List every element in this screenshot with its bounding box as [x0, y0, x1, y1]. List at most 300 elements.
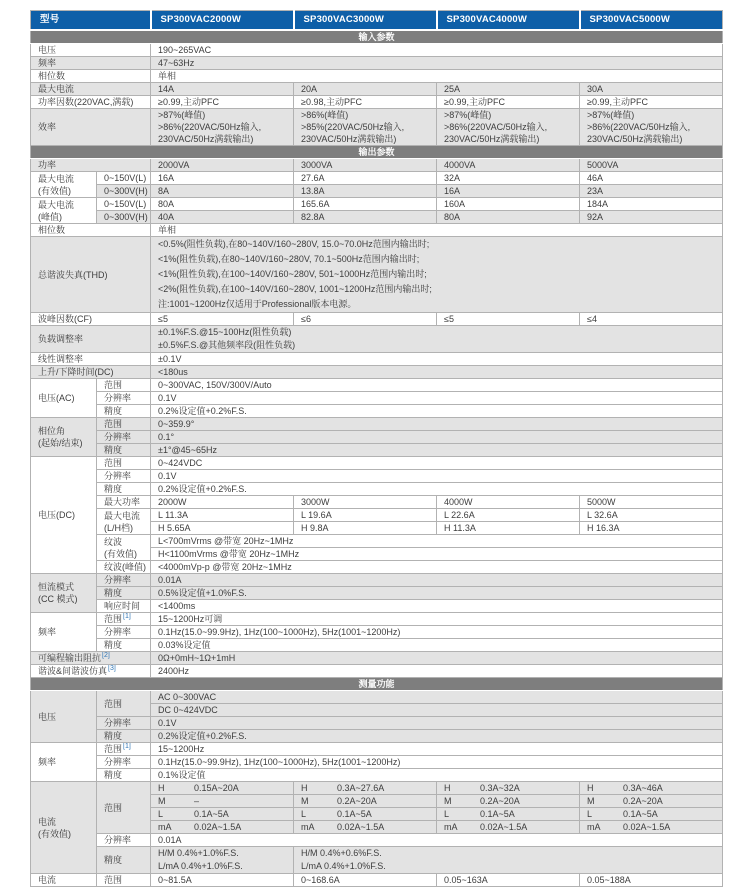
- cell-text: 184A: [587, 199, 609, 209]
- row-label: [31, 313, 151, 326]
- row-label: [31, 874, 97, 887]
- spec-cell: [294, 83, 437, 96]
- cell-text: ≤5: [158, 314, 168, 324]
- row-sublabel: [97, 769, 151, 782]
- cell-text: ±1°@45~65Hz: [158, 445, 217, 455]
- row-label: [31, 379, 97, 418]
- cell-text: 谐波&间谐波仿真: [38, 666, 108, 676]
- cell-text: 2000VA: [158, 160, 190, 170]
- spec-table: [30, 10, 723, 887]
- row-sublabel: [97, 457, 151, 470]
- table-row: [31, 665, 723, 678]
- spec-cell: [437, 172, 580, 185]
- row-sublabel: [97, 379, 151, 392]
- cell-text: L 11.3A: [158, 510, 189, 520]
- range-value: 0.2A~20A: [480, 796, 520, 806]
- spec-cell: [294, 782, 437, 795]
- cell-text: 0.1°: [158, 432, 175, 442]
- cell-line: >87%(峰值): [158, 110, 206, 120]
- spec-cell: [437, 83, 580, 96]
- spec-cell: [294, 874, 437, 887]
- cell-line: >85%(220VAC/50Hz输入,: [301, 122, 405, 132]
- row-label: [31, 665, 151, 678]
- cell-text: 分辨率: [104, 432, 132, 442]
- table-row: [31, 379, 723, 392]
- spec-cell: [151, 237, 723, 313]
- spec-cell: [151, 109, 294, 146]
- row-sublabel: [97, 185, 151, 198]
- spec-cell: [294, 808, 437, 821]
- range-value: 0.3A~32A: [480, 783, 520, 793]
- cell-text: 最大功率: [104, 497, 141, 507]
- row-sublabel: [97, 405, 151, 418]
- range-value: 0.02A~1.5A: [194, 822, 242, 832]
- cell-line: (有效值): [38, 185, 71, 196]
- cell-text: 单相: [158, 225, 177, 235]
- spec-cell: [151, 96, 294, 109]
- spec-cell: [437, 185, 580, 198]
- table-row: [31, 535, 723, 548]
- spec-cell: [580, 211, 723, 224]
- cell-text: 16A: [444, 186, 461, 196]
- spec-cell: [580, 522, 723, 535]
- cell-text: 电压: [38, 711, 57, 722]
- spec-cell: [151, 548, 723, 561]
- cell-text: 0.1V: [158, 471, 177, 481]
- cell-text: 15~1200Hz: [158, 744, 205, 754]
- cell-text: 0~150V(L): [104, 199, 147, 209]
- spec-cell: [151, 444, 723, 457]
- cell-line: 230VAC/50Hz满载输出): [444, 134, 540, 144]
- cell-line: 纹波: [104, 536, 123, 547]
- cell-text: 15~1200Hz可调: [158, 614, 223, 624]
- row-label: [31, 652, 151, 665]
- range-value: 0.02A~1.5A: [337, 822, 385, 832]
- range-letter: M: [587, 796, 595, 806]
- section-header-row: [31, 678, 723, 691]
- cell-text: 8A: [158, 186, 170, 196]
- cell-line: L/mA 0.4%+1.0%F.S.: [301, 861, 386, 871]
- table-row: [31, 834, 723, 847]
- footnote-marker: [1]: [123, 743, 131, 750]
- table-row: [31, 847, 723, 874]
- cell-text: <4000mVp-p @带宽 20Hz~1MHz: [158, 562, 292, 572]
- spec-cell: [294, 795, 437, 808]
- row-label: [31, 418, 97, 457]
- row-sublabel: [97, 691, 151, 717]
- cell-text: 0.1%设定值: [158, 770, 206, 780]
- spec-cell: [151, 574, 723, 587]
- spec-cell: [151, 470, 723, 483]
- range-letter: H: [587, 783, 594, 793]
- table-row: [31, 574, 723, 587]
- cell-line: 230VAC/50Hz满载输出): [158, 134, 254, 144]
- table-row: [31, 224, 723, 237]
- spec-cell: [151, 834, 723, 847]
- section-header-row: [31, 146, 723, 159]
- cell-text: 0~168.6A: [301, 875, 340, 885]
- spec-cell: [580, 198, 723, 211]
- spec-cell: [151, 483, 723, 496]
- spec-cell: [437, 821, 580, 834]
- cell-text: 线性调整率: [38, 354, 84, 364]
- cell-text: 电流: [38, 875, 57, 885]
- cell-text: 相位数: [38, 225, 66, 235]
- spec-cell: [151, 83, 294, 96]
- cell-line: 230VAC/50Hz满载输出): [587, 134, 683, 144]
- cell-text: 电压(DC): [38, 510, 75, 520]
- cell-text: 效率: [38, 122, 57, 132]
- range-letter: H: [158, 783, 165, 793]
- range-letter: M: [158, 796, 166, 806]
- cell-text: SP300VAC5000W: [589, 14, 671, 25]
- range-value: 0.1A~5A: [194, 809, 229, 819]
- spec-cell: [151, 379, 723, 392]
- cell-line: (CC 模式): [38, 594, 78, 604]
- table-row: [31, 769, 723, 782]
- spec-cell: [151, 185, 294, 198]
- table-row: [31, 159, 723, 172]
- table-row: [31, 172, 723, 185]
- spec-cell: [151, 313, 294, 326]
- section-title: 输出参数: [31, 146, 723, 159]
- row-label: [31, 159, 151, 172]
- cell-text: 4000W: [444, 497, 473, 507]
- spec-table-body: [31, 11, 723, 887]
- row-label: [31, 743, 97, 782]
- cell-text: 精度: [104, 445, 123, 455]
- row-label: [31, 353, 151, 366]
- spec-cell: [294, 496, 437, 509]
- spec-cell: [151, 326, 723, 353]
- cell-line: 注:1001~1200Hz仅适用于Professional版本电源。: [158, 299, 357, 309]
- spec-cell: [294, 185, 437, 198]
- cell-line: L/mA 0.4%+1.0%F.S.: [158, 861, 243, 871]
- spec-cell: [437, 795, 580, 808]
- cell-text: 精度: [104, 640, 123, 650]
- cell-text: H 16.3A: [587, 523, 620, 533]
- range-value: 0.2A~20A: [623, 796, 663, 806]
- spec-cell: [580, 496, 723, 509]
- table-row: [31, 717, 723, 730]
- cell-text: 0.5%设定值+1.0%F.S.: [158, 588, 247, 598]
- row-label: [31, 96, 151, 109]
- cell-line: ±0.1%F.S.@15~100Hz(阻性负载): [158, 327, 292, 337]
- range-letter: M: [301, 796, 309, 806]
- row-label: [31, 224, 151, 237]
- range-value: 0.15A~20A: [194, 783, 239, 793]
- cell-text: 精度: [104, 406, 123, 416]
- range-letter: L: [444, 809, 450, 819]
- cell-text: 精度: [104, 770, 123, 780]
- spec-cell: [151, 743, 723, 756]
- table-row: [31, 326, 723, 353]
- cell-text: 5000VA: [587, 160, 619, 170]
- table-row: [31, 561, 723, 574]
- row-sublabel: [97, 743, 151, 756]
- spec-cell: [151, 44, 723, 57]
- section-title: 输入参数: [31, 30, 723, 44]
- table-row: [31, 756, 723, 769]
- row-sublabel: [97, 717, 151, 730]
- cell-text: L<700mVrms @带宽 20Hz~1MHz: [158, 536, 294, 546]
- table-row: [31, 444, 723, 457]
- cell-line: 最大电流: [38, 199, 75, 210]
- table-row: [31, 353, 723, 366]
- table-row: [31, 44, 723, 57]
- spec-cell: [580, 874, 723, 887]
- cell-text: 0Ω+0mH~1Ω+1mH: [158, 653, 236, 663]
- cell-line: 相位角: [38, 426, 66, 436]
- spec-cell: [437, 198, 580, 211]
- range-value: 0.1A~5A: [337, 809, 372, 819]
- row-sublabel: [97, 756, 151, 769]
- cell-text: 精度: [104, 588, 123, 598]
- range-value: 0.1A~5A: [480, 809, 515, 819]
- spec-cell: [580, 159, 723, 172]
- spec-cell: [580, 808, 723, 821]
- table-row: [31, 185, 723, 198]
- row-sublabel: [97, 834, 151, 847]
- row-sublabel: [97, 172, 151, 185]
- spec-cell: [151, 392, 723, 405]
- cell-text: 相位数: [38, 71, 66, 81]
- cell-text: ≤4: [587, 314, 597, 324]
- spec-cell: [151, 782, 294, 795]
- row-sublabel: [97, 418, 151, 431]
- spec-cell: [151, 211, 294, 224]
- cell-text: 0.2%设定值+0.2%F.S.: [158, 731, 247, 741]
- row-sublabel: [97, 198, 151, 211]
- cell-line: >86%(220VAC/50Hz输入,: [444, 122, 548, 132]
- spec-cell: [437, 159, 580, 172]
- cell-text: 频率: [38, 58, 57, 68]
- range-value: 0.1A~5A: [623, 809, 658, 819]
- row-sublabel: [97, 431, 151, 444]
- cell-text: 范围: [104, 875, 123, 885]
- row-sublabel: [97, 509, 151, 535]
- spec-cell: [437, 96, 580, 109]
- cell-text: 型号: [40, 14, 60, 25]
- row-label: [31, 172, 97, 198]
- footnote-marker: [1]: [123, 613, 131, 620]
- cell-text: ≥0.99,主动PFC: [158, 97, 219, 107]
- cell-text: 0~150V(L): [104, 173, 147, 183]
- cell-text: 40A: [158, 212, 175, 222]
- row-label: [31, 326, 151, 353]
- spec-cell: [151, 795, 294, 808]
- table-row: [31, 57, 723, 70]
- cell-text: 范围: [104, 614, 123, 624]
- cell-text: ≤5: [444, 314, 454, 324]
- spec-cell: [151, 353, 723, 366]
- cell-text: 负载调整率: [38, 334, 84, 344]
- row-label: [31, 613, 97, 652]
- cell-text: 0~359.9°: [158, 419, 195, 429]
- cell-line: <1%(阻性负载),在80~140V/160~280V, 70.1~500Hz范围内输出时;: [158, 254, 420, 264]
- cell-text: L 32.6A: [587, 510, 618, 520]
- cell-text: <180us: [158, 367, 188, 377]
- spec-cell: [437, 313, 580, 326]
- range-letter: mA: [158, 822, 172, 832]
- spec-cell: [151, 431, 723, 444]
- table-row: [31, 874, 723, 887]
- cell-text: 80A: [158, 199, 175, 209]
- cell-text: ≤6: [301, 314, 311, 324]
- spec-cell: [151, 496, 294, 509]
- row-sublabel: [97, 483, 151, 496]
- cell-text: 0.1Hz(15.0~99.9Hz), 1Hz(100~1000Hz), 5Hz(1001~1200Hz): [158, 757, 401, 767]
- row-sublabel: [97, 782, 151, 834]
- cell-text: 4000VA: [444, 160, 476, 170]
- table-row: [31, 730, 723, 743]
- model-name: [437, 11, 580, 31]
- table-row: [31, 109, 723, 146]
- row-sublabel: [97, 874, 151, 887]
- spec-cell: [580, 83, 723, 96]
- row-label: [31, 574, 97, 613]
- model-header-row: [31, 11, 723, 31]
- table-row: [31, 83, 723, 96]
- cell-text: L 22.6A: [444, 510, 475, 520]
- cell-text: 0.1Hz(15.0~99.9Hz), 1Hz(100~1000Hz), 5Hz(1001~1200Hz): [158, 627, 401, 637]
- cell-text: 46A: [587, 173, 604, 183]
- cell-line: <2%(阻性负载),在100~140V/160~280V, 1001~1200Hz范围内输出时;: [158, 284, 432, 294]
- row-sublabel: [97, 211, 151, 224]
- cell-text: 0.1V: [158, 393, 177, 403]
- spec-cell: [437, 109, 580, 146]
- range-value: 0.02A~1.5A: [480, 822, 528, 832]
- table-row: [31, 691, 723, 704]
- spec-cell: [580, 109, 723, 146]
- cell-text: <1400ms: [158, 601, 196, 611]
- table-row: [31, 96, 723, 109]
- spec-cell: [437, 808, 580, 821]
- spec-cell: [151, 600, 723, 613]
- section-header-row: [31, 30, 723, 44]
- row-sublabel: [97, 600, 151, 613]
- spec-cell: [151, 756, 723, 769]
- cell-line: (有效值): [104, 548, 137, 559]
- row-sublabel: [97, 496, 151, 509]
- cell-text: 分辨率: [104, 471, 132, 481]
- spec-cell: [151, 509, 294, 522]
- cell-text: 20A: [301, 84, 318, 94]
- spec-cell: [151, 691, 723, 704]
- spec-cell: [151, 626, 723, 639]
- cell-text: 0.03%设定值: [158, 640, 211, 650]
- cell-text: 精度: [104, 484, 123, 494]
- cell-text: 14A: [158, 84, 175, 94]
- cell-text: SP300VAC4000W: [446, 14, 528, 25]
- cell-line: >86%(峰值): [301, 110, 349, 120]
- cell-line: 最大电流: [38, 173, 75, 184]
- cell-text: 功率: [38, 160, 57, 170]
- spec-cell: [151, 874, 294, 887]
- spec-cell: [151, 198, 294, 211]
- range-letter: M: [444, 796, 452, 806]
- cell-line: (L/H档): [104, 522, 133, 533]
- row-label: [31, 366, 151, 379]
- table-row: [31, 405, 723, 418]
- cell-text: 范围: [104, 698, 123, 709]
- row-label: [31, 70, 151, 83]
- range-letter: L: [587, 809, 593, 819]
- spec-cell: [294, 509, 437, 522]
- table-row: [31, 626, 723, 639]
- spec-cell: [580, 782, 723, 795]
- range-value: 0.02A~1.5A: [623, 822, 671, 832]
- cell-text: 分辨率: [104, 575, 132, 585]
- range-letter: L: [158, 809, 164, 819]
- cell-text: 分辨率: [104, 835, 132, 845]
- spec-cell: [151, 366, 723, 379]
- spec-cell: [294, 172, 437, 185]
- cell-text: 32A: [444, 173, 461, 183]
- model-name: [151, 11, 294, 31]
- cell-text: 13.8A: [301, 186, 325, 196]
- table-row: [31, 198, 723, 211]
- spec-cell: [151, 587, 723, 600]
- spec-cell: [294, 313, 437, 326]
- spec-cell: [294, 96, 437, 109]
- spec-cell: [151, 224, 723, 237]
- spec-cell: [437, 211, 580, 224]
- cell-text: SP300VAC2000W: [160, 14, 242, 25]
- range-value: –: [194, 796, 200, 806]
- spec-cell: [294, 821, 437, 834]
- spec-cell: [580, 313, 723, 326]
- table-row: [31, 600, 723, 613]
- cell-text: 3000VA: [301, 160, 333, 170]
- spec-cell: [580, 96, 723, 109]
- cell-text: 25A: [444, 84, 461, 94]
- cell-text: 分辨率: [104, 718, 132, 728]
- cell-line: <0.5%(阻性负载),在80~140V/160~280V, 15.0~70.0Hz范围内输出时;: [158, 239, 430, 249]
- range-letter: L: [301, 809, 307, 819]
- range-letter: mA: [587, 822, 601, 832]
- row-sublabel: [97, 470, 151, 483]
- spec-cell: [437, 782, 580, 795]
- spec-cell: [151, 847, 294, 874]
- cell-text: 范围: [104, 458, 123, 468]
- row-label: [31, 83, 151, 96]
- row-label: [31, 457, 97, 574]
- row-label: [31, 198, 97, 224]
- cell-text: 92A: [587, 212, 604, 222]
- cell-text: 0~300V(H): [104, 186, 148, 196]
- row-label: [31, 109, 151, 146]
- cell-text: 上升/下降时间(DC): [38, 367, 114, 377]
- model-name: [580, 11, 723, 31]
- spec-cell: [151, 808, 294, 821]
- spec-cell: [151, 769, 723, 782]
- row-sublabel: [97, 561, 151, 574]
- table-row: [31, 613, 723, 626]
- spec-cell: [151, 613, 723, 626]
- cell-text: 165.6A: [301, 199, 330, 209]
- row-sublabel: [97, 574, 151, 587]
- table-row: [31, 652, 723, 665]
- cell-text: 频率: [38, 627, 57, 637]
- cell-text: 分辨率: [104, 757, 132, 767]
- row-sublabel: [97, 587, 151, 600]
- cell-line: H/M 0.4%+1.0%F.S.: [158, 848, 239, 858]
- cell-text: L 19.6A: [301, 510, 332, 520]
- table-row: [31, 782, 723, 795]
- spec-cell: [151, 70, 723, 83]
- cell-line: 最大电流: [104, 510, 141, 521]
